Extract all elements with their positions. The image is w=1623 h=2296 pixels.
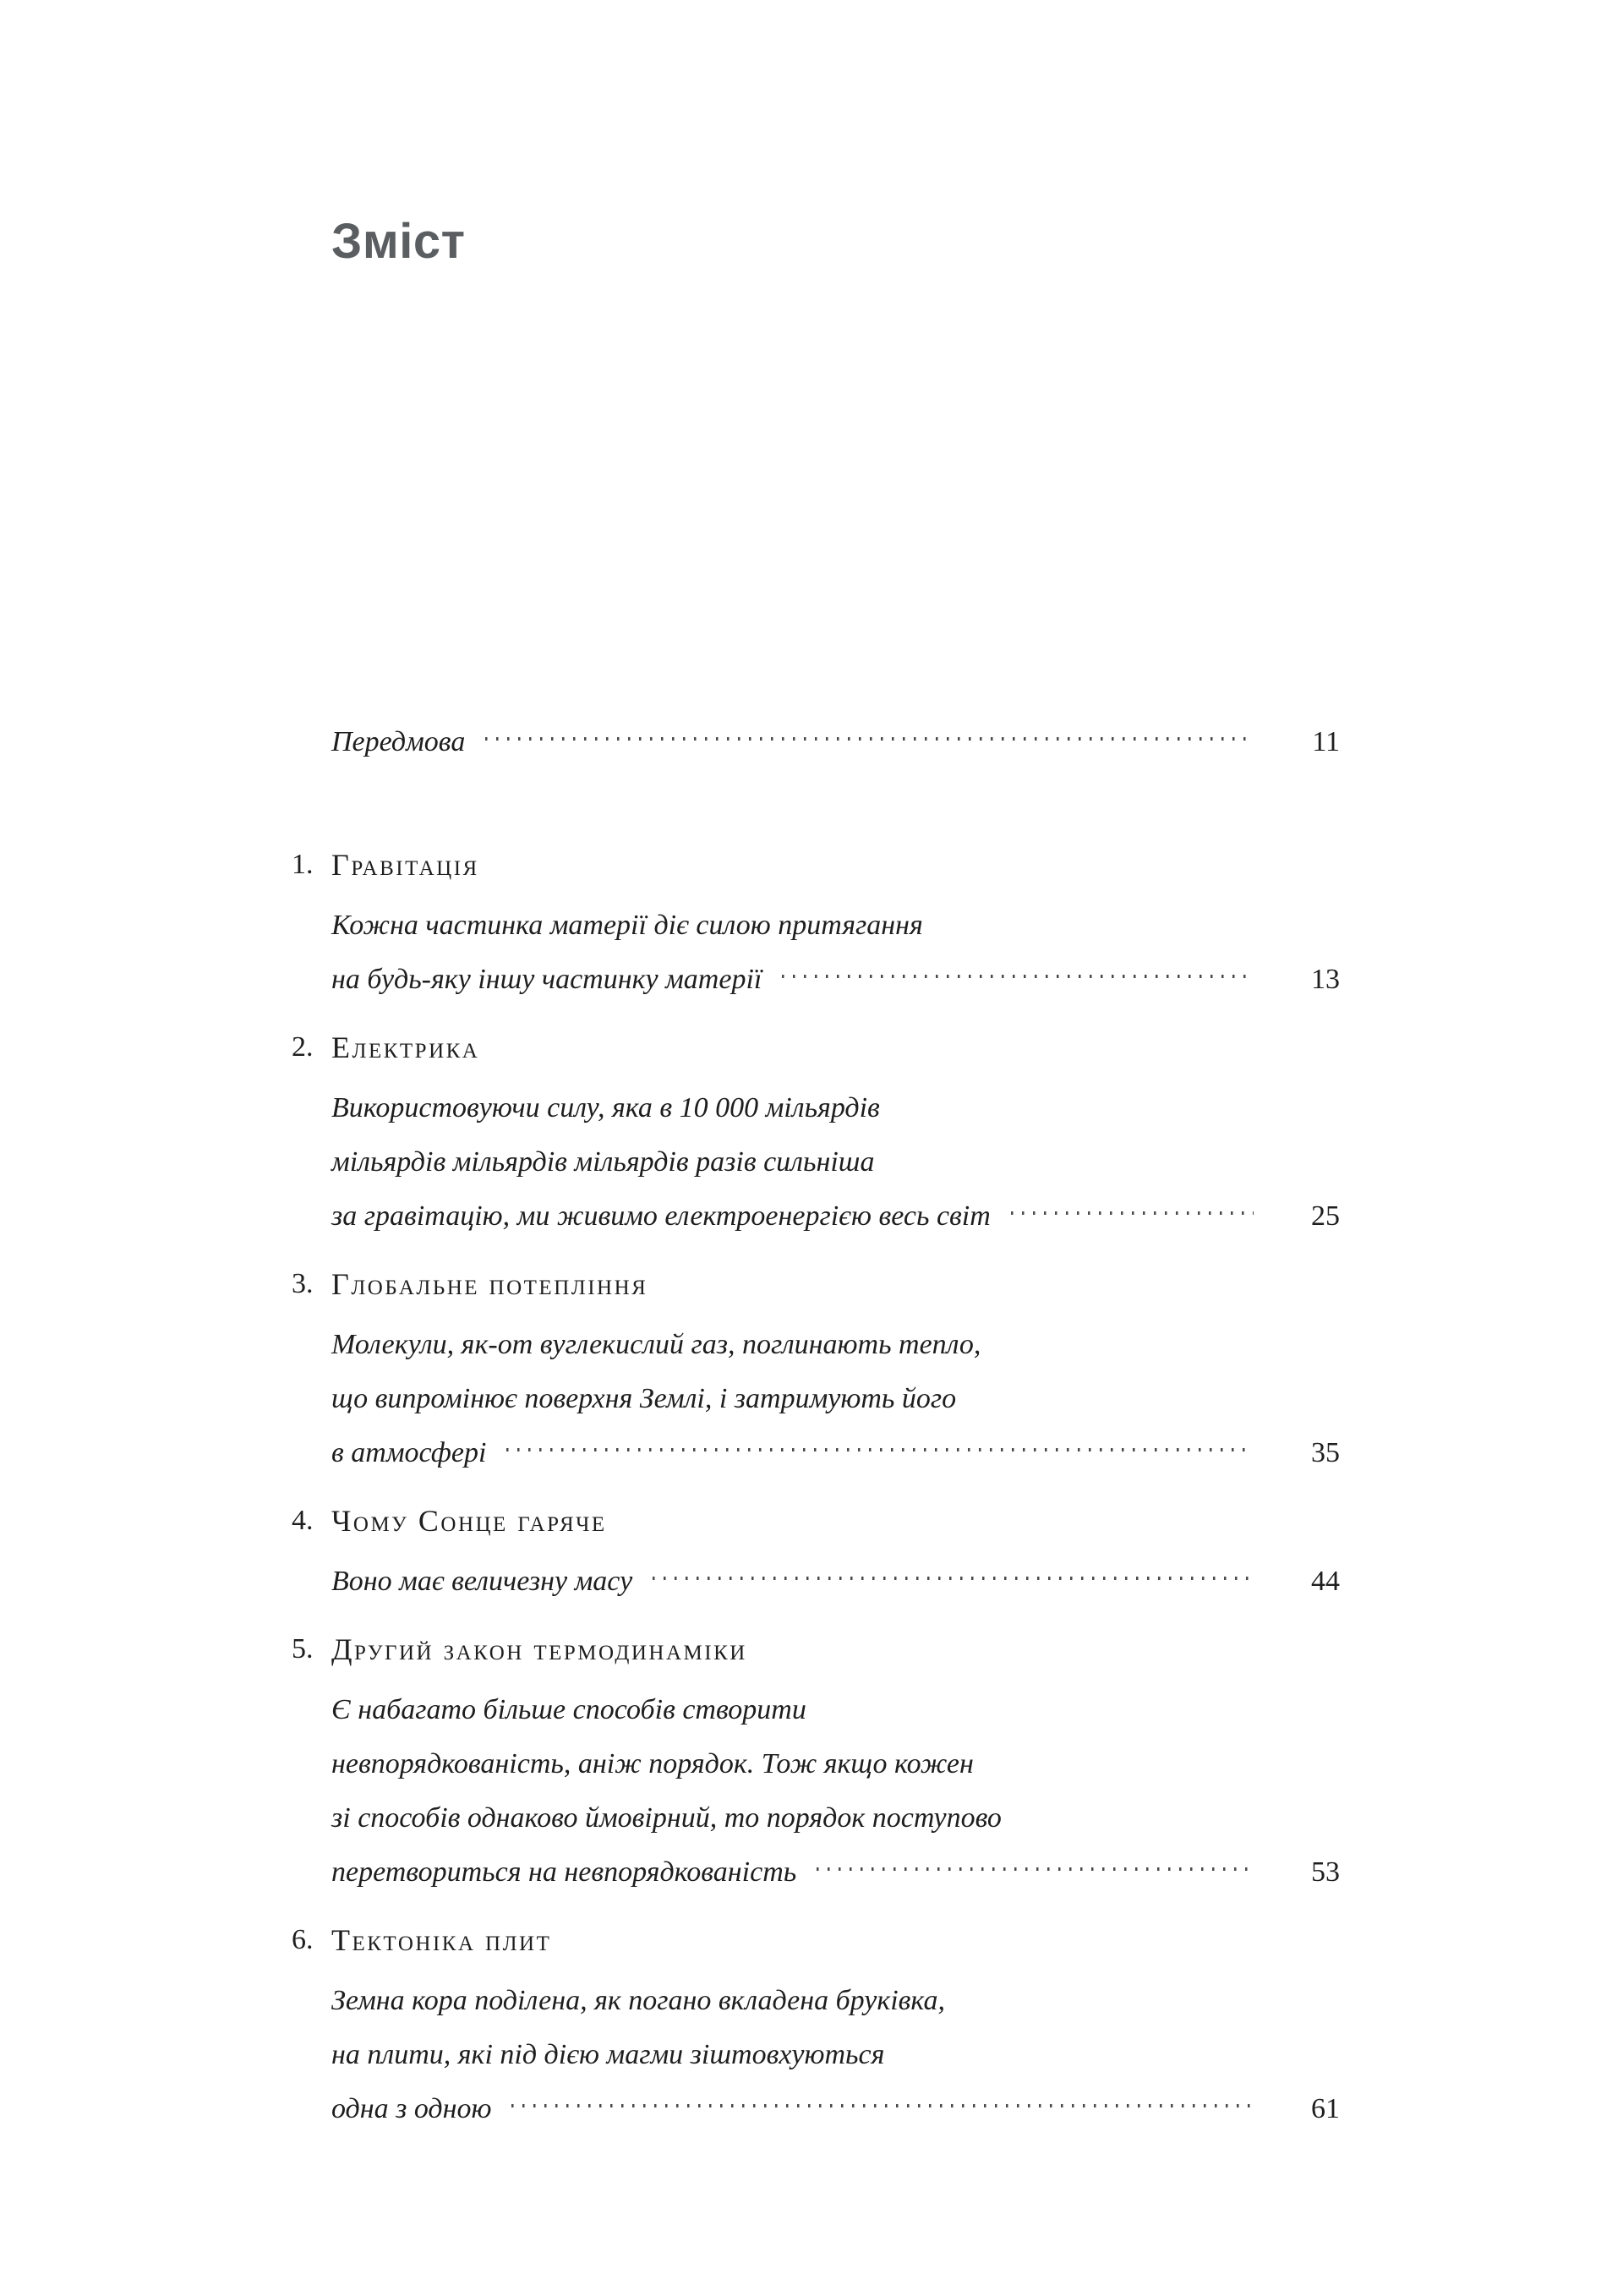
toc-entry-last-line-row — [331, 1555, 1340, 1609]
toc-entry-description-line: Кожна частинка матерії діє силою притягання — [331, 910, 923, 941]
toc-entry-number: 4. — [292, 1505, 314, 1536]
dotted-leader — [653, 1577, 1254, 1580]
toc-entry-description-line: Передмова — [331, 726, 466, 757]
toc-entry-page-number[interactable]: 13 — [1311, 964, 1340, 995]
dotted-leader — [506, 1448, 1254, 1451]
page-title: Зміст — [331, 214, 466, 269]
toc-entry-description-line: на плити, які під дією магми зіштовхуються — [331, 2039, 885, 2070]
toc-entry-title: Електрика — [331, 1030, 480, 1064]
toc-entry-description-line: мільярдів мільярдів мільярдів разів сильніша — [331, 1146, 875, 1178]
toc-entry-description-line: Земна кора поділена, як погано вкладена бруківка, — [331, 1985, 945, 2016]
toc-entry[interactable] — [292, 838, 1340, 1007]
table-of-contents — [292, 715, 1340, 2136]
toc-entry-number: 5. — [292, 1633, 314, 1665]
dotted-leader — [817, 1867, 1254, 1871]
toc-entry-heading-row — [292, 838, 1340, 899]
toc-entry-page-number[interactable]: 11 — [1312, 726, 1340, 757]
toc-entry-title: Глобальне потепління — [331, 1267, 648, 1301]
toc-entry-heading-row — [292, 1257, 1340, 1318]
toc-entry[interactable] — [292, 1257, 1340, 1480]
toc-entry-number: 3. — [292, 1268, 314, 1299]
toc-entry-description-line: Молекули, як-от вуглекислий газ, поглинають тепло, — [331, 1329, 981, 1360]
toc-entry-page-number[interactable]: 53 — [1311, 1856, 1340, 1888]
toc-entry-heading-row — [292, 1913, 1340, 1974]
dotted-leader — [485, 737, 1254, 741]
toc-entry-title: Чому Сонце гаряче — [331, 1504, 607, 1538]
toc-entry-number: 2. — [292, 1031, 314, 1063]
toc-entry[interactable] — [292, 1622, 1340, 1900]
toc-entry[interactable] — [292, 1913, 1340, 2136]
toc-entry-description-line: перетвориться на невпорядкованість — [331, 1856, 797, 1888]
toc-entry-description — [331, 899, 1340, 953]
toc-entry-last-line-row — [331, 715, 1340, 769]
toc-entry[interactable] — [292, 1020, 1340, 1244]
toc-entry-title: Гравітація — [331, 848, 479, 882]
toc-entry-last-line-row — [331, 953, 1340, 1007]
toc-entry-last-line-row — [331, 1189, 1340, 1244]
toc-entry-title: Тектоніка плит — [331, 1923, 552, 1957]
toc-entry-heading-row — [292, 1622, 1340, 1683]
toc-entry-title: Другий закон термодинаміки — [331, 1632, 747, 1666]
toc-entry-heading-row — [292, 1020, 1340, 1081]
toc-entry-description-line: Використовуючи силу, яка в 10 000 мільярдів — [331, 1092, 880, 1123]
toc-entry-description — [331, 1683, 1340, 1845]
toc-entry-last-line-row — [331, 1426, 1340, 1480]
toc-entry-page-number[interactable]: 25 — [1311, 1200, 1340, 1232]
toc-entry-description-line: невпорядкованість, аніж порядок. Тож якщо кожен — [331, 1748, 974, 1779]
toc-entry[interactable] — [292, 715, 1340, 769]
toc-entry-description — [331, 1081, 1340, 1189]
toc-entry-description-line: за гравітацію, ми живимо електроенергією весь світ — [331, 1200, 991, 1232]
toc-entry-description-line: зі способів однаково ймовірний, то порядок поступово — [331, 1802, 1002, 1834]
toc-entry-description-line: що випромінює поверхня Землі, і затримують його — [331, 1383, 957, 1414]
toc-entry-description — [331, 1974, 1340, 2082]
toc-entry-number: 6. — [292, 1924, 314, 1955]
toc-entry-heading-row — [292, 1494, 1340, 1555]
toc-entry-description-line: на будь-яку іншу частинку матерії — [331, 964, 762, 995]
toc-entry-page-number[interactable]: 61 — [1311, 2093, 1340, 2124]
dotted-leader — [782, 975, 1254, 978]
toc-entry-page-number[interactable]: 44 — [1311, 1566, 1340, 1597]
dotted-leader — [1011, 1211, 1254, 1215]
toc-entry-page-number[interactable]: 35 — [1311, 1437, 1340, 1468]
dotted-leader — [511, 2104, 1254, 2107]
toc-entry-last-line-row — [331, 2082, 1340, 2136]
toc-entry-description-line: одна з одною — [331, 2093, 492, 2124]
toc-entry-number: 1. — [292, 849, 314, 880]
toc-entry-description-line: Воно має величезну масу — [331, 1566, 633, 1597]
toc-entry-description-line: Є набагато більше способів створити — [331, 1694, 806, 1725]
toc-entry-description-line: в атмосфері — [331, 1437, 487, 1468]
toc-entry-description — [331, 1318, 1340, 1426]
toc-entry[interactable] — [292, 1494, 1340, 1609]
toc-entry-last-line-row — [331, 1845, 1340, 1900]
